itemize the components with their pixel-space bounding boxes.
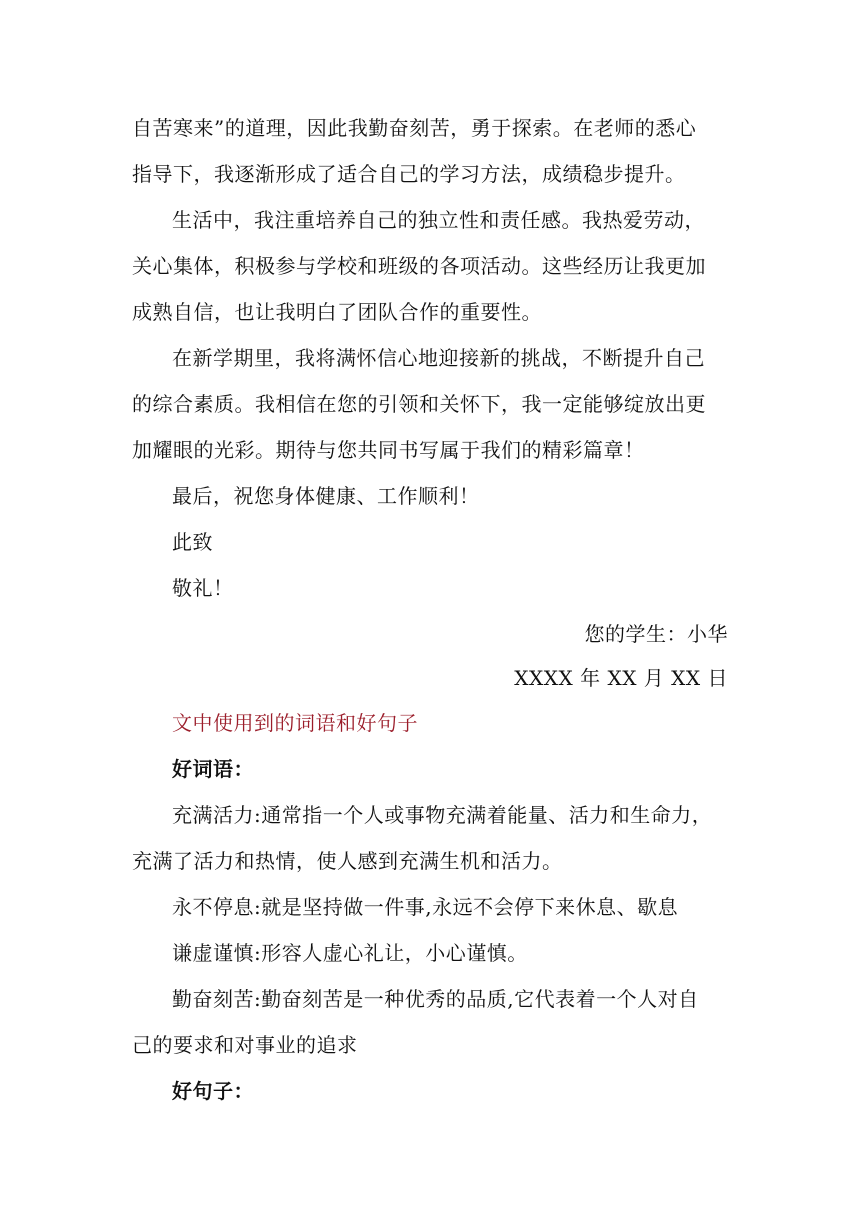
good-sentences-label: 好句子： (172, 1079, 254, 1103)
good-words-label: 好词语： (172, 757, 254, 781)
section-heading: 文中使用到的词语和好句子 (172, 711, 418, 735)
word-definition-line: 己的要求和对事业的追求 (132, 1033, 358, 1057)
word-definition-line: 永不停息:就是坚持做一件事,永远不会停下来休息、歇息 (172, 895, 679, 919)
paragraph-line: 自苦寒来”的道理，因此我勤奋刻苦，勇于探索。在老师的悉心 (132, 116, 697, 140)
word-definition-line: 勤奋刻苦:勤奋刻苦是一种优秀的品质,它代表着一个人对自 (172, 987, 699, 1011)
paragraph-line: 指导下，我逐渐形成了适合自己的学习方法，成绩稳步提升。 (132, 162, 686, 186)
signature: 您的学生：小华 (584, 622, 728, 646)
word-definition-line: 充满了活力和热情，使人感到充满生机和活力。 (132, 849, 563, 873)
paragraph-line: 的综合素质。我相信在您的引领和关怀下，我一定能够绽放出更 (132, 392, 706, 416)
paragraph-line: 成熟自信，也让我明白了团队合作的重要性。 (132, 300, 542, 324)
word-definition-line: 谦虚谨慎:形容人虚心礼让，小心谨慎。 (172, 941, 528, 965)
paragraph-line: 生活中，我注重培养自己的独立性和责任感。我热爱劳动， (172, 208, 705, 232)
paragraph-line: 加耀眼的光彩。期待与您共同书写属于我们的精彩篇章！ (132, 438, 645, 462)
letter-date: XXXX 年 XX 月 XX 日 (514, 666, 728, 690)
salutation-line: 敬礼！ (172, 576, 234, 600)
salutation-line: 此致 (172, 530, 213, 554)
closing-wish: 最后，祝您身体健康、工作顺利！ (172, 484, 480, 508)
paragraph-line: 在新学期里，我将满怀信心地迎接新的挑战，不断提升自己 (172, 346, 705, 370)
word-definition-line: 充满活力:通常指一个人或事物充满着能量、活力和生命力， (172, 803, 713, 827)
paragraph-line: 关心集体，积极参与学校和班级的各项活动。这些经历让我更加 (132, 254, 706, 278)
